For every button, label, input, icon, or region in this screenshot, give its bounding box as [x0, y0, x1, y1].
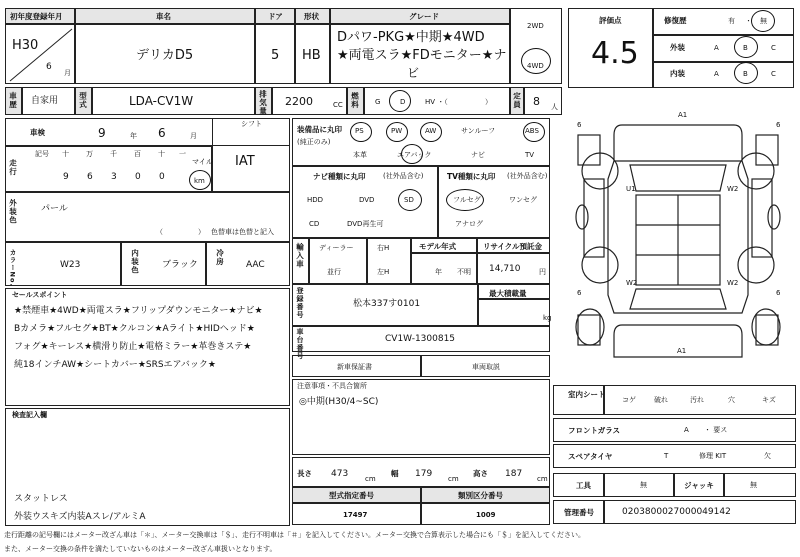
interior-b: B: [743, 70, 748, 78]
grade-label: グレード: [409, 12, 439, 21]
repair-no-circle: [751, 10, 775, 32]
seat-item: 汚れ: [690, 396, 704, 404]
interior-color-value: ブラック: [162, 260, 198, 270]
class-no-label-cell: [421, 487, 550, 503]
car-name: デリカD5: [136, 48, 194, 63]
equipment-label: 装備品に丸印: [297, 125, 342, 134]
glass-label: フロントガラス: [568, 426, 621, 435]
exterior-a: A: [714, 44, 719, 52]
dims-cell: [292, 457, 550, 487]
equipment-circle: [523, 122, 545, 142]
car-name-label: 車名: [156, 12, 171, 21]
equipment-item: ナビ: [471, 151, 485, 159]
first-reg-era: H30: [12, 38, 39, 53]
capacity-label: 定員: [512, 92, 522, 109]
score-label: 評価点: [599, 16, 622, 25]
mileage-unit-label: 一: [179, 150, 186, 158]
width-unit: cm: [448, 475, 459, 483]
grade-label-cell: [330, 8, 510, 24]
mgmt-value: 0203800027000049142: [622, 507, 731, 517]
mgmt-row: [553, 500, 796, 524]
repair-dot: ・: [745, 17, 752, 25]
equipment-item: エアバック: [397, 151, 432, 159]
chassis-cell: [292, 326, 550, 360]
equipment-item: PW: [391, 127, 403, 135]
navi-sd: SD: [404, 196, 414, 204]
divider: [477, 298, 550, 300]
navi-hdd: HDD: [307, 196, 324, 204]
mileage-unit-label: 万: [86, 150, 93, 158]
fuel-label-cell: [347, 87, 364, 115]
drive-4wd: 4WD: [527, 62, 544, 70]
diag-six: 6: [776, 289, 781, 297]
notes-cell: [292, 379, 550, 455]
interior-color-label: 内装色: [130, 249, 140, 275]
tv-fullseg: フルセグ: [453, 196, 481, 204]
shape-label: 形状: [304, 12, 319, 21]
mileage-digit: 3: [111, 172, 117, 182]
doors-value: 5: [271, 48, 280, 63]
inspector-line2: 外装ウスキズ内装Aスレ/アルミA: [14, 512, 146, 522]
model-label-cell: [75, 87, 92, 115]
type-no-value: 17497: [343, 511, 368, 519]
class-no-cell: [421, 503, 550, 525]
mileage-unit-label: 十: [158, 150, 165, 158]
registration-label: 登録番号: [296, 287, 304, 319]
km-label: km: [194, 177, 205, 185]
length-unit: cm: [365, 475, 376, 483]
import-label: 輸入車: [295, 243, 305, 269]
model-value: LDA-CV1W: [129, 94, 194, 108]
diag-w2-right: W2: [727, 185, 739, 193]
divider: [366, 238, 368, 284]
chassis-label: 車台番号: [296, 328, 304, 360]
selling-line: フォグ★キーレス★横滑り防止★電格ミラー★革巻きステ★: [14, 342, 252, 352]
navi-label: ナビ種類に丸印: [313, 172, 366, 181]
exterior-label: 外装: [670, 43, 685, 52]
car-diagram: [560, 95, 796, 385]
diag-a1-top: A1: [678, 111, 688, 119]
tv-label: TV種類に丸印: [447, 172, 496, 181]
tv-oneseg: ワンセグ: [509, 196, 537, 204]
tools-label: 工具: [576, 481, 591, 490]
tv-sub: (社外品含む): [507, 172, 548, 180]
category-value: 自家用: [31, 96, 59, 106]
category-label: 車歴: [8, 92, 18, 109]
capacity-unit: 人: [551, 103, 558, 111]
tv-fullseg-circle: [446, 189, 484, 211]
divider: [476, 238, 478, 284]
equipment-circle: [386, 122, 408, 142]
first-reg-month: 6: [46, 62, 52, 72]
equipment-item: 本革: [353, 151, 367, 159]
drive-4wd-circle: [521, 48, 551, 74]
notes-label: 注意事項・不具合箇所: [297, 382, 367, 390]
divider: [205, 242, 207, 286]
seat-item: 穴: [728, 396, 735, 404]
fuel-d-circle: [389, 90, 411, 112]
manual: 車両取説: [472, 363, 500, 371]
color-value: パール: [41, 204, 68, 214]
import-parallel: 並行: [327, 268, 341, 276]
seat-item: キズ: [762, 396, 776, 404]
shift-cell: [212, 118, 290, 192]
capacity-value: 8: [533, 95, 540, 108]
notes-value: ◎中期(H30/4~SC): [299, 397, 379, 407]
equipment-item: PS: [355, 127, 364, 135]
color-cell: [5, 192, 290, 242]
selling-line: Bカメラ★フルセグ★BT★クルコン★Aライト★HIDヘッド★: [14, 324, 255, 334]
shape-value: HB: [302, 48, 321, 63]
inspection-year-unit: 年: [130, 132, 137, 140]
displacement-unit: CC: [333, 101, 343, 109]
doors-cell: [255, 24, 295, 84]
exterior-b: B: [743, 44, 748, 52]
diag-six: 6: [577, 289, 582, 297]
model-year-value: 不明: [457, 268, 471, 276]
fuel-g: G: [375, 98, 381, 106]
glass-row: [553, 418, 796, 442]
selling-points-label: セールスポイント: [12, 291, 68, 299]
import-left: 左H: [377, 268, 390, 276]
equipment-circle: [420, 122, 442, 142]
interior-b-circle: [734, 62, 758, 84]
divider: [723, 473, 725, 497]
inspector-cell: [5, 408, 290, 526]
divider: [308, 238, 310, 284]
repair-yes: 有: [728, 17, 735, 25]
navi-sub: (社外品含む): [383, 172, 424, 180]
shape-label-cell: [295, 8, 330, 24]
tools-value: 無: [640, 481, 647, 489]
mgmt-label: 管理番号: [564, 508, 594, 517]
max-load-unit: kg: [543, 314, 552, 322]
chassis-value: CV1W-1300815: [385, 334, 456, 344]
import-dealer: ディーラー: [319, 244, 354, 252]
length-value: 473: [331, 469, 349, 479]
spare-t: T: [664, 452, 669, 460]
color-paren: （ ）: [156, 228, 205, 236]
repair-no: 無: [760, 17, 767, 25]
mileage-digit: 0: [159, 172, 165, 182]
equipment-cell: [292, 118, 550, 166]
mileage-unit-label: 千: [110, 150, 117, 158]
equipment-item: ABS: [525, 127, 539, 135]
exterior-c: C: [771, 44, 776, 52]
navi-dvd: DVD: [359, 196, 375, 204]
car-name-cell: [75, 24, 255, 84]
inspection-label: 車検: [30, 128, 45, 137]
shift-value: IAT: [235, 154, 255, 169]
drive-2wd: 2WD: [527, 22, 544, 30]
inspection-month: 6: [158, 126, 166, 140]
equipment-item: サンルーフ: [461, 127, 496, 135]
divider: [603, 500, 605, 524]
divider: [603, 385, 605, 415]
interior-label: 内装: [670, 69, 685, 78]
mileage-unit-label: 十: [62, 150, 69, 158]
divider: [652, 61, 794, 63]
fuel-close: ）: [485, 98, 492, 106]
grade-cell: [330, 24, 510, 84]
new-car-warranty-cell: [292, 355, 421, 377]
registration-value: 松本337す0101: [353, 299, 421, 309]
spare-kit: 修理 KIT: [699, 452, 727, 460]
diag-w2-right2: W2: [727, 279, 739, 287]
width-label: 幅: [391, 469, 399, 478]
first-reg-month-unit: 月: [64, 69, 71, 77]
jack-label: ジャッキ: [684, 481, 714, 490]
grade-line2: ★両電スラ★FDモニター★ナ: [337, 48, 507, 63]
equipment-circle: [350, 122, 372, 142]
navi-dvd-play: DVD再生可: [347, 220, 384, 228]
equipment-item: TV: [525, 151, 535, 159]
divider: [652, 8, 654, 88]
doors-label-cell: [255, 8, 295, 24]
divider: [410, 252, 550, 254]
first-reg-label: 初年度登録年月: [10, 12, 63, 21]
shape-cell: [295, 24, 330, 84]
exterior-b-circle: [734, 36, 758, 58]
score-value: 4.5: [591, 36, 639, 71]
displacement-label: 排気量: [258, 90, 268, 116]
spare-row: [553, 444, 796, 468]
recycle-unit: 円: [539, 268, 546, 276]
shift-label: シフト: [241, 120, 262, 128]
color-note: 色替車は色替と記入: [211, 228, 274, 236]
mileage-cell: [5, 146, 212, 192]
mileage-digit: 9: [63, 172, 69, 182]
first-reg-label-cell: [5, 8, 75, 24]
divider: [673, 473, 675, 497]
type-no-cell: [292, 503, 421, 525]
color-no-label: カラーNo.: [8, 249, 17, 287]
import-cell: [292, 238, 550, 284]
equipment-item: AW: [425, 127, 437, 135]
doors-label: ドア: [268, 12, 283, 21]
spare-label: スペアタイヤ: [568, 452, 613, 461]
spare-none: 欠: [764, 452, 771, 460]
diag-six: 6: [577, 121, 582, 129]
seat-label: 室内シート: [568, 390, 606, 399]
registration-cell: [292, 284, 550, 326]
airbag-circle: [401, 144, 423, 164]
footer-line1: 走行距離の記号欄にはメーター改ざん車は「＊」、メーター交換車は「＄」、走行不明車は「＃」を記入してください。メーター交換で合算表示した場合にも「＄」を記入してください。: [4, 531, 585, 539]
mileage-digit: 6: [87, 172, 93, 182]
inspector-label: 検査記入欄: [12, 411, 47, 419]
interior-a: A: [714, 70, 719, 78]
mileage-unit-label: 百: [134, 150, 141, 158]
recycle-value: 14,710: [489, 264, 521, 274]
ac-label: 冷房: [215, 249, 225, 266]
class-no-label: 類別区分番号: [458, 491, 503, 500]
model-year-label: モデル年式: [419, 242, 457, 251]
manual-cell: [421, 355, 550, 377]
fuel-label: 燃料: [350, 92, 360, 109]
model-label: 型式: [78, 92, 88, 109]
grade-line3: ビ: [407, 66, 420, 80]
fuel-cell: [364, 87, 510, 115]
seat-row: [553, 385, 796, 415]
divider: [120, 242, 122, 286]
diag-u1: U1: [626, 185, 636, 193]
jack-value: 無: [750, 481, 757, 489]
height-unit: cm: [537, 475, 548, 483]
ac-value: AAC: [246, 260, 265, 270]
displacement-label-cell: [255, 87, 272, 115]
height-value: 187: [505, 469, 523, 479]
category-label-cell: [5, 87, 22, 115]
mileage-label: 走行: [8, 159, 18, 176]
selling-line: ★禁煙車★4WD★両電スラ★フリップダウンモニター★ナビ★: [14, 306, 263, 316]
height-label: 高さ: [473, 469, 488, 478]
diag-six: 6: [776, 121, 781, 129]
navi-sd-circle: [398, 189, 422, 211]
interior-c: C: [771, 70, 776, 78]
footer-line2: また、メーター交換の条件を満たしていないものはメーター改ざん車扱いとなります。: [4, 545, 277, 553]
divider: [603, 473, 605, 497]
max-load-label: 最大積載量: [489, 289, 527, 298]
fuel-d: D: [400, 98, 406, 106]
grade-line1: Dパワ-PKG★中期★4WD: [337, 30, 485, 45]
seat-item: コゲ: [622, 396, 636, 404]
tv-analog: アナログ: [455, 220, 483, 228]
inspection-month-unit: 月: [190, 132, 197, 140]
capacity-cell: [524, 87, 562, 115]
class-no-value: 1009: [476, 511, 496, 519]
diag-w2-left: W2: [626, 279, 638, 287]
inspector-line1: スタットレス: [14, 494, 68, 504]
equipment-sub: (純正のみ): [297, 138, 331, 146]
model-cell: [92, 87, 255, 115]
divider: [477, 284, 479, 326]
km-circle: [189, 170, 211, 190]
mile-label: マイル: [192, 158, 213, 166]
displacement-cell: [272, 87, 347, 115]
diag-a1-bottom: A1: [677, 347, 687, 355]
selling-line: 純18インチAW★シートカバー★SRSエアバック★: [14, 360, 216, 370]
first-reg-cell: [5, 24, 75, 84]
capacity-label-cell: [510, 87, 524, 115]
length-label: 長さ: [297, 469, 312, 478]
type-no-label-cell: [292, 487, 421, 503]
type-no-label: 型式指定番号: [329, 491, 374, 500]
recycle-label: リサイクル預託金: [483, 242, 542, 251]
displacement-value: 2200: [285, 95, 313, 108]
color-row: [5, 242, 290, 286]
car-name-label-cell: [75, 8, 255, 24]
mileage-digit: 0: [135, 172, 141, 182]
navi-cd: CD: [309, 220, 320, 228]
seat-item: 破れ: [654, 396, 668, 404]
repair-label: 修復歴: [664, 16, 687, 25]
new-car-warranty: 新車保証書: [337, 363, 372, 371]
selling-points-cell: [5, 288, 290, 406]
import-right: 右H: [377, 244, 390, 252]
color-label: 外装色: [8, 199, 18, 225]
width-value: 179: [415, 469, 433, 479]
fuel-hv: HV ・（: [425, 98, 448, 106]
divider: [652, 34, 794, 36]
glass-b: ・ 要ス: [704, 426, 728, 434]
model-year-unit: 年: [435, 268, 442, 276]
color-no-value: W23: [60, 260, 81, 270]
mileage-unit-label: 記号: [35, 150, 49, 158]
divider: [410, 238, 412, 284]
inspection-year: 9: [98, 126, 106, 140]
glass-a: A: [684, 426, 689, 434]
category-cell: [22, 87, 75, 115]
